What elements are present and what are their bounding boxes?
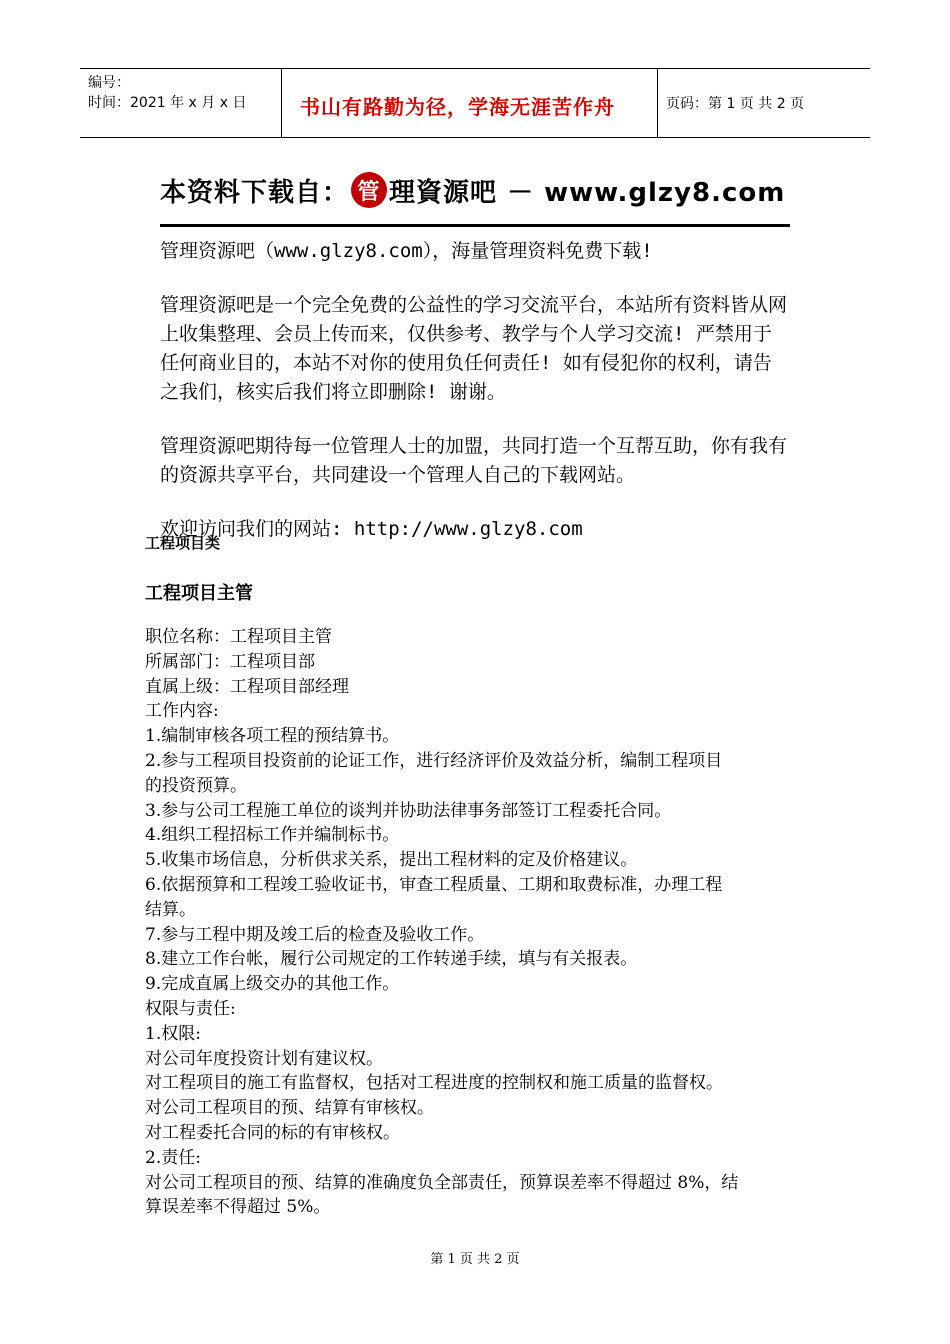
site-logo-icon: 管	[351, 172, 387, 208]
page-info: 页码：第 1 页 共 2 页	[666, 96, 805, 112]
job-heading: 工程项目主管	[145, 583, 253, 604]
banner-rule	[160, 224, 790, 227]
banner-paragraph: 管理资源吧是一个完全免费的公益性的学习交流平台，本站所有资料皆从网上收集整理、会员上传而来，仅供参考、教学与个人学习交流! 严禁用于任何商业目的，本站不对你的使用负任何责任! 如有侵犯你的权利，请告之我们，核实后我们将立即删除! 谢谢。	[160, 294, 788, 403]
banner-paragraph: 管理资源吧（www.glzy8.com），海量管理资料免费下载!	[160, 240, 653, 262]
body-line: 9.完成直属上级交办的其他工作。	[145, 974, 400, 995]
body-line: 权限与责任:	[145, 998, 236, 1019]
banner-paragraph: 欢迎访问我们的网站: http://www.glzy8.com	[160, 518, 583, 540]
banner-title-prefix: 本资料下载自：	[160, 177, 350, 208]
body-line: 工作内容:	[145, 701, 219, 722]
body-line: 对工程委托合同的标的有审核权。	[145, 1122, 400, 1143]
body-line: 对工程项目的施工有监督权，包括对工程进度的控制权和施工质量的监督权。	[145, 1073, 723, 1094]
body-line: 4.组织工程招标工作并编制标书。	[145, 825, 400, 846]
body-line: 1.权限:	[145, 1023, 201, 1044]
page-footer: 第 1 页 共 2 页	[430, 1252, 520, 1267]
header-divider	[657, 69, 658, 137]
body-line: 1.编制审核各项工程的预结算书。	[145, 726, 400, 747]
body-line: 2.责任:	[145, 1147, 201, 1168]
body-line: 对公司工程项目的预、结算的准确度负全部责任，预算误差率不得超过 8%，结	[145, 1172, 739, 1193]
section-title: 工程项目类	[145, 534, 221, 552]
body-line: 6.依据预算和工程竣工验收证书，审查工程质量、工期和取费标准，办理工程	[145, 874, 723, 895]
body-line: 2.参与工程项目投资前的论证工作，进行经济评价及效益分析，编制工程项目	[145, 750, 723, 771]
body-line: 所属部门：工程项目部	[145, 651, 315, 672]
header-table	[80, 68, 870, 138]
download-banner	[160, 168, 790, 544]
number-label: 编号：	[88, 75, 130, 91]
job-description	[145, 625, 805, 1220]
header-left-cell	[88, 73, 246, 113]
body-line: 职位名称：工程项目主管	[145, 627, 332, 647]
body-line: 对公司年度投资计划有建议权。	[145, 1048, 383, 1069]
body-line: 7.参与工程中期及竣工后的检查及验收工作。	[145, 924, 485, 945]
document-body	[145, 532, 805, 1220]
motto: 书山有路勤为径，学海无涯苦作舟	[300, 95, 615, 119]
body-line: 结算。	[145, 899, 196, 920]
banner-paragraph: 管理资源吧期待每一位管理人士的加盟，共同打造一个互帮互助，你有我有的资源共享平台，共同建设一个管理人自己的下载网站。	[160, 435, 788, 486]
banner-title	[160, 168, 790, 212]
body-line: 的投资预算。	[145, 775, 247, 796]
header-divider	[281, 69, 282, 137]
body-line: 8.建立工作台帐，履行公司规定的工作转递手续，填与有关报表。	[145, 949, 638, 970]
body-line: 直属上级：工程项目部经理	[145, 676, 349, 697]
body-line: 3.参与公司工程施工单位的谈判并协助法律事务部签订工程委托合同。	[145, 800, 672, 821]
time-label: 时间：2021 年 x 月 x 日	[88, 95, 247, 111]
body-line: 算误差率不得超过 5%。	[145, 1197, 331, 1218]
banner-title-suffix: 理資源吧 － www.glzy8.com	[389, 177, 786, 208]
body-line: 5.收集市场信息，分析供求关系，提出工程材料的定及价格建议。	[145, 850, 638, 871]
body-line: 对公司工程项目的预、结算有审核权。	[145, 1098, 434, 1119]
